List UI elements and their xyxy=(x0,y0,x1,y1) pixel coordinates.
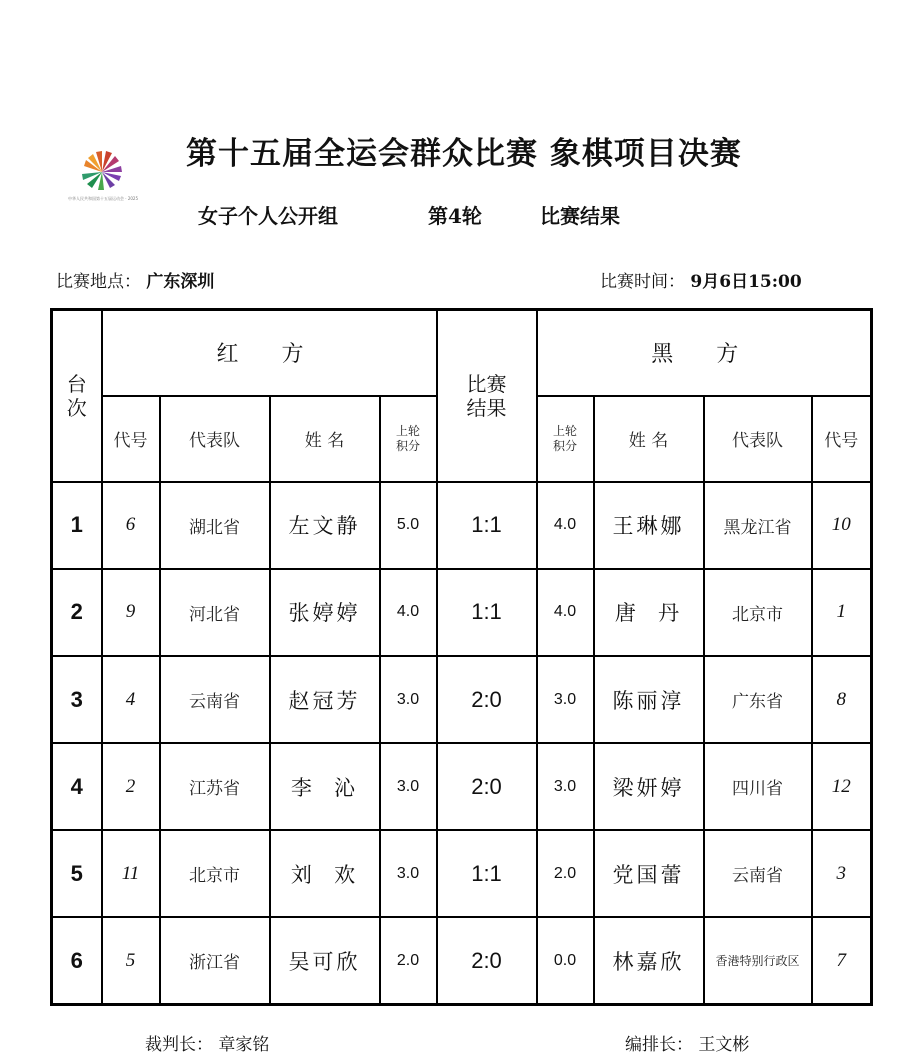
header-black-side: 黑 方 xyxy=(537,310,872,396)
header-black-team: 代表队 xyxy=(704,396,812,482)
header-red-name: 姓 名 xyxy=(270,396,380,482)
black-code: 12 xyxy=(812,743,872,830)
table-row xyxy=(52,482,872,569)
red-prev-score: 2.0 xyxy=(380,917,437,1004)
red-player-name: 张婷婷 xyxy=(270,569,380,656)
black-player-name: 林嘉欣 xyxy=(594,917,704,1004)
red-code: 6 xyxy=(102,482,160,569)
black-team: 黑龙江省 xyxy=(704,482,812,569)
header-red-code: 代号 xyxy=(102,396,160,482)
round-label: 第4轮 xyxy=(428,204,482,228)
black-team: 四川省 xyxy=(704,743,812,830)
red-team: 湖北省 xyxy=(160,482,270,569)
black-code: 3 xyxy=(812,830,872,917)
red-prev-score: 3.0 xyxy=(380,830,437,917)
time-value: 9月6日15:00 xyxy=(690,272,802,292)
venue-value: 广东深圳 xyxy=(146,272,215,292)
table-number: 4 xyxy=(52,743,102,830)
red-prev-score: 3.0 xyxy=(380,656,437,743)
black-prev-score: 3.0 xyxy=(537,656,594,743)
black-prev-score: 2.0 xyxy=(537,830,594,917)
table-number: 2 xyxy=(52,569,102,656)
red-player-name: 吴可欣 xyxy=(270,917,380,1004)
logo-caption: 中华人民共和国第十五届运动会 · 2025 xyxy=(68,196,138,201)
red-team: 云南省 xyxy=(160,656,270,743)
red-prev-score: 5.0 xyxy=(380,482,437,569)
page-title: 第十五届全运会群众比赛 象棋项目决赛 xyxy=(186,136,742,172)
referee xyxy=(145,1030,269,1055)
header-result: 比赛 结果 xyxy=(437,310,537,482)
red-prev-score: 3.0 xyxy=(380,743,437,830)
table-row xyxy=(52,743,872,830)
table-number: 5 xyxy=(52,830,102,917)
header-red-side: 红 方 xyxy=(102,310,437,396)
header-table-no: 台 次 xyxy=(52,310,102,482)
arbiter-name: 王文彬 xyxy=(698,1035,750,1055)
red-team: 江苏省 xyxy=(160,743,270,830)
table-row xyxy=(52,656,872,743)
red-team: 北京市 xyxy=(160,830,270,917)
black-player-name: 梁妍婷 xyxy=(594,743,704,830)
red-player-name: 李 沁 xyxy=(270,743,380,830)
red-team: 浙江省 xyxy=(160,917,270,1004)
red-code: 9 xyxy=(102,569,160,656)
red-code: 4 xyxy=(102,656,160,743)
header-black-code: 代号 xyxy=(812,396,872,482)
black-code: 10 xyxy=(812,482,872,569)
venue xyxy=(56,267,214,292)
black-player-name: 党国蕾 xyxy=(594,830,704,917)
black-team: 香港特别行政区 xyxy=(704,917,812,1004)
arbiter-label: 编排长： xyxy=(625,1035,693,1055)
black-code: 8 xyxy=(812,656,872,743)
match-result: 2:0 xyxy=(437,656,537,743)
black-team: 广东省 xyxy=(704,656,812,743)
table-number: 1 xyxy=(52,482,102,569)
referee-name: 章家铭 xyxy=(218,1035,270,1055)
header-red-team: 代表队 xyxy=(160,396,270,482)
black-player-name: 唐 丹 xyxy=(594,569,704,656)
match-time xyxy=(600,267,802,292)
black-prev-score: 3.0 xyxy=(537,743,594,830)
black-team: 云南省 xyxy=(704,830,812,917)
header-black-prev-score: 上轮 积分 xyxy=(537,396,594,482)
black-code: 7 xyxy=(812,917,872,1004)
arbiter xyxy=(625,1030,749,1055)
black-prev-score: 0.0 xyxy=(537,917,594,1004)
group-label: 女子个人公开组 xyxy=(198,204,338,228)
table-row xyxy=(52,569,872,656)
black-prev-score: 4.0 xyxy=(537,482,594,569)
red-code: 2 xyxy=(102,743,160,830)
red-code: 5 xyxy=(102,917,160,1004)
red-player-name: 刘 欢 xyxy=(270,830,380,917)
black-prev-score: 4.0 xyxy=(537,569,594,656)
match-result: 2:0 xyxy=(437,743,537,830)
result-title: 比赛结果 xyxy=(540,204,620,228)
match-result: 1:1 xyxy=(437,569,537,656)
red-prev-score: 4.0 xyxy=(380,569,437,656)
table-row xyxy=(52,830,872,917)
header-red-prev-score: 上轮 积分 xyxy=(380,396,437,482)
match-result: 1:1 xyxy=(437,830,537,917)
red-player-name: 左文静 xyxy=(270,482,380,569)
time-label: 比赛时间： xyxy=(600,272,685,292)
match-result: 2:0 xyxy=(437,917,537,1004)
table-row xyxy=(52,917,872,1004)
red-team: 河北省 xyxy=(160,569,270,656)
red-player-name: 赵冠芳 xyxy=(270,656,380,743)
black-player-name: 陈丽淳 xyxy=(594,656,704,743)
referee-label: 裁判长： xyxy=(145,1035,213,1055)
black-code: 1 xyxy=(812,569,872,656)
red-code: 11 xyxy=(102,830,160,917)
results-table xyxy=(50,308,873,1006)
table-number: 6 xyxy=(52,917,102,1004)
venue-label: 比赛地点： xyxy=(56,272,141,292)
table-number: 3 xyxy=(52,656,102,743)
match-result: 1:1 xyxy=(437,482,537,569)
black-team: 北京市 xyxy=(704,569,812,656)
header-black-name: 姓 名 xyxy=(594,396,704,482)
black-player-name: 王琳娜 xyxy=(594,482,704,569)
